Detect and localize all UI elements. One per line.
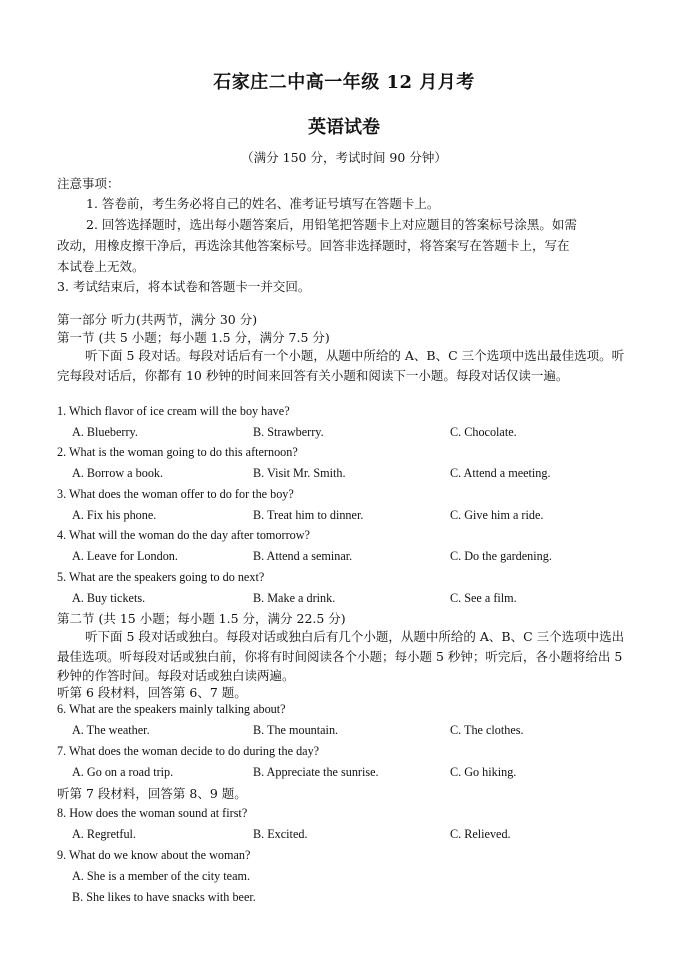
q4-option-c: C. Do the gardening.	[450, 549, 552, 563]
q5-option-b: B. Make a drink.	[253, 591, 336, 605]
question-1: 1. Which flavor of ice cream will the boy have?	[57, 404, 290, 418]
question-8: 8. How does the woman sound at first?	[57, 806, 248, 820]
q6-option-a: A. The weather.	[72, 723, 150, 737]
q8-option-c: C. Relieved.	[450, 827, 511, 841]
q7-option-b: B. Appreciate the sunrise.	[253, 765, 379, 779]
question-5: 5. What are the speakers going to do next?	[57, 570, 265, 584]
section1-instructions: 听下面 5 段对话。每段对话后有一个小题，从题中所给的 A、B、C 三个选项中选出最佳选项。听完每段对话后，你都有 10 秒钟的时间来回答有关小题和阅读下一小题。每段对话仅读一遍。	[57, 348, 625, 383]
section2-instructions: 听下面 5 段对话或独白。每段对话或独白后有几个小题，从题中所给的 A、B、C 三个选项中选出最佳选项。听每段对话或独白前，你将有时间阅读各个小题；每小题 5 秒钟；听完后，各小题将给出 5 秒钟的作答时间。每段对话或独白读两遍。	[57, 629, 625, 683]
question-9: 9. What do we know about the woman?	[57, 848, 251, 862]
notice-item-3: 3. 考试结束后，将本试卷和答题卡一并交回。	[57, 279, 311, 294]
q6-option-c: C. The clothes.	[450, 723, 524, 737]
q3-option-a: A. Fix his phone.	[72, 508, 157, 522]
q2-option-a: A. Borrow a book.	[72, 466, 164, 480]
q7-option-a: A. Go on a road trip.	[72, 765, 174, 779]
exam-info: （满分 150 分，考试时间 90 分钟）	[241, 150, 447, 165]
section1-heading: 第一节 (共 5 小题；每小题 1.5 分，满分 7.5 分)	[57, 330, 330, 345]
notice-item-2-line-3: 本试卷上无效。	[57, 259, 145, 274]
notice-item-2-line-1: 2. 回答选择题时，选出每小题答案后，用铅笔把答题卡上对应题目的答案标号涂黑。如需	[86, 217, 577, 232]
q5-option-a: A. Buy tickets.	[72, 591, 146, 605]
q5-option-c: C. See a film.	[450, 591, 517, 605]
question-4: 4. What will the woman do the day after tomorrow?	[57, 528, 310, 542]
q2-option-b: B. Visit Mr. Smith.	[253, 466, 346, 480]
material-7-note: 听第 7 段材料，回答第 8、9 题。	[57, 786, 247, 801]
part1-heading: 第一部分 听力(共两节，满分 30 分)	[57, 312, 258, 327]
question-2: 2. What is the woman going to do this afternoon?	[57, 445, 298, 459]
material-6-note: 听第 6 段材料，回答第 6、7 题。	[57, 685, 247, 700]
question-6: 6. What are the speakers mainly talking about?	[57, 702, 286, 716]
q1-option-b: B. Strawberry.	[253, 425, 324, 439]
q8-option-a: A. Regretful.	[72, 827, 136, 841]
section2-heading: 第二节 (共 15 小题；每小题 1.5 分，满分 22.5 分)	[57, 611, 346, 626]
q2-option-c: C. Attend a meeting.	[450, 466, 551, 480]
question-7: 7. What does the woman decide to do during the day?	[57, 744, 320, 758]
notice-item-2-line-2: 改动，用橡皮擦干净后，再选涂其他答案标号。回答非选择题时，将答案写在答题卡上，写在	[57, 238, 570, 253]
q3-option-c: C. Give him a ride.	[450, 508, 544, 522]
q9-option-b: B. She likes to have snacks with beer.	[72, 890, 256, 904]
question-3: 3. What does the woman offer to do for the boy?	[57, 487, 294, 501]
q6-option-b: B. The mountain.	[253, 723, 339, 737]
notice-item-1: 1. 答卷前，考生务必将自己的姓名、准考证号填写在答题卡上。	[86, 196, 440, 211]
q1-option-c: C. Chocolate.	[450, 425, 517, 439]
q1-option-a: A. Blueberry.	[72, 425, 138, 439]
q8-option-b: B. Excited.	[253, 827, 308, 841]
exam-title: 石家庄二中高一年级 12 月月考	[213, 72, 475, 93]
q7-option-c: C. Go hiking.	[450, 765, 517, 779]
exam-subject: 英语试卷	[308, 117, 380, 138]
q3-option-b: B. Treat him to dinner.	[253, 508, 364, 522]
q4-option-a: A. Leave for London.	[72, 549, 178, 563]
notice-heading: 注意事项：	[57, 176, 120, 191]
q9-option-a: A. She is a member of the city team.	[72, 869, 251, 883]
q4-option-b: B. Attend a seminar.	[253, 549, 353, 563]
